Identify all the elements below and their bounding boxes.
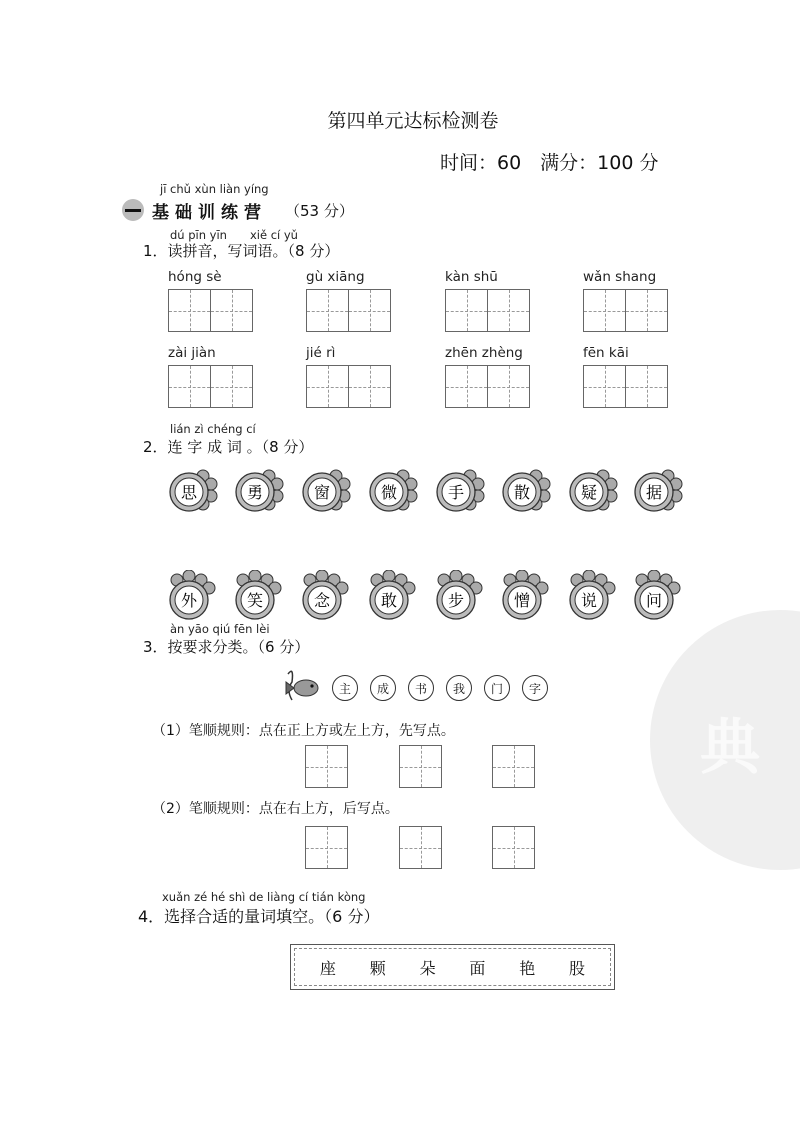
q2-pinyin: lián zì chéng cí	[170, 422, 256, 436]
q1-item-pinyin: kàn shū	[445, 269, 498, 285]
char-flower-circle[interactable]	[363, 462, 419, 518]
grid-cell[interactable]	[487, 365, 530, 408]
grid-cell[interactable]	[168, 289, 211, 332]
q3-char-circle[interactable]: 书	[408, 675, 434, 701]
flower-char-label: 勇	[246, 483, 264, 502]
char-flower-circle[interactable]	[363, 570, 419, 626]
char-flower-circle[interactable]	[163, 570, 219, 626]
measure-word: 艳	[519, 958, 536, 978]
q4-pinyin: xuǎn zé hé shì de liàng cí tián kòng	[162, 890, 366, 904]
q1-pinyin: dú pīn yīn xiě cí yǔ	[170, 228, 298, 242]
q1-item-pinyin: wǎn shang	[583, 269, 657, 285]
grid-cell[interactable]	[445, 289, 488, 332]
q1-answer-grid[interactable]	[583, 289, 668, 332]
char-flower-circle[interactable]	[430, 570, 486, 626]
flower-char-label: 说	[580, 591, 598, 610]
page-title: 第四单元达标检测卷	[327, 110, 499, 132]
char-flower-circle[interactable]	[296, 462, 352, 518]
q3-rule-1: （1）笔顺规则：点在正上方或左上方，先写点。	[152, 723, 455, 739]
grid-cell[interactable]	[583, 289, 626, 332]
q3-answer-grid[interactable]	[305, 826, 348, 869]
section-title: 基础训练营	[152, 203, 267, 223]
char-flower-circle[interactable]	[496, 462, 552, 518]
flower-char-label: 敢	[380, 591, 398, 610]
q4-text: 4．选择合适的量词填空。（6 分）	[138, 907, 380, 926]
grid-cell[interactable]	[492, 745, 535, 788]
measure-word-box	[290, 944, 615, 990]
q1-answer-grid[interactable]	[168, 365, 253, 408]
q3-rule-2: （2）笔顺规则：点在右上方，后写点。	[152, 801, 399, 817]
q1-item-pinyin: fēn kāi	[583, 345, 629, 361]
q1-answer-grid[interactable]	[583, 365, 668, 408]
grid-cell[interactable]	[305, 745, 348, 788]
q1-item-pinyin: hóng sè	[168, 269, 222, 285]
grid-cell[interactable]	[348, 365, 391, 408]
measure-word: 座	[319, 958, 336, 978]
flower-char-label: 步	[447, 591, 465, 610]
q1-item-pinyin: zài jiàn	[168, 345, 216, 361]
grid-cell[interactable]	[168, 365, 211, 408]
grid-cell[interactable]	[305, 826, 348, 869]
grid-cell[interactable]	[210, 365, 253, 408]
grid-cell[interactable]	[306, 365, 349, 408]
time-score-info: 时间：60 满分：100 分	[440, 152, 659, 174]
grid-cell[interactable]	[306, 289, 349, 332]
q3-char-circle[interactable]: 主	[332, 675, 358, 701]
q3-text: 3．按要求分类。（6 分）	[143, 638, 310, 656]
q1-item-pinyin: zhēn zhèng	[445, 345, 523, 361]
char-flower-circle[interactable]	[496, 570, 552, 626]
flower-char-label: 思	[180, 483, 198, 502]
q3-char-circle[interactable]: 门	[484, 675, 510, 701]
flower-char-label: 微	[380, 483, 398, 502]
grid-cell[interactable]	[492, 826, 535, 869]
grid-cell[interactable]	[487, 289, 530, 332]
q3-char-circle[interactable]: 字	[522, 675, 548, 701]
flower-char-label: 散	[513, 483, 531, 502]
grid-cell[interactable]	[399, 745, 442, 788]
q3-answer-grid[interactable]	[492, 745, 535, 788]
char-flower-circle[interactable]	[563, 570, 619, 626]
grid-cell[interactable]	[210, 289, 253, 332]
q3-answer-grid[interactable]	[305, 745, 348, 788]
grid-cell[interactable]	[399, 826, 442, 869]
flower-char-label: 窗	[313, 483, 331, 502]
grid-cell[interactable]	[625, 289, 668, 332]
watermark-text: 典	[700, 713, 760, 783]
measure-word: 朵	[419, 958, 436, 978]
char-flower-circle[interactable]	[296, 570, 352, 626]
char-flower-circle[interactable]	[628, 462, 684, 518]
q1-answer-grid[interactable]	[306, 289, 391, 332]
q1-item-pinyin: jié rì	[306, 345, 336, 361]
q1-answer-grid[interactable]	[306, 365, 391, 408]
flower-char-label: 手	[447, 483, 465, 502]
q3-pinyin: àn yāo qiú fēn lèi	[170, 622, 270, 636]
char-flower-circle[interactable]	[229, 570, 285, 626]
q1-answer-grid[interactable]	[445, 289, 530, 332]
char-flower-circle[interactable]	[163, 462, 219, 518]
grid-cell[interactable]	[583, 365, 626, 408]
q1-text: 1．读拼音，写词语。（8 分）	[143, 242, 340, 260]
q3-answer-grid[interactable]	[399, 745, 442, 788]
section-score: （53 分）	[285, 202, 354, 220]
section-pinyin: jī chǔ xùn liàn yíng	[160, 182, 269, 196]
q1-answer-grid[interactable]	[445, 365, 530, 408]
flower-char-label: 笑	[246, 591, 264, 610]
char-flower-circle[interactable]	[229, 462, 285, 518]
char-flower-circle[interactable]	[430, 462, 486, 518]
grid-cell[interactable]	[445, 365, 488, 408]
flower-char-label: 外	[180, 591, 198, 610]
flower-char-label: 念	[313, 591, 331, 610]
measure-word: 面	[469, 958, 486, 978]
q3-answer-grid[interactable]	[399, 826, 442, 869]
q2-text: 2．连 字 成 词 。（8 分）	[143, 438, 314, 456]
measure-word: 股	[569, 958, 586, 978]
q3-char-circle[interactable]: 成	[370, 675, 396, 701]
q3-answer-grid[interactable]	[492, 826, 535, 869]
section-number-icon	[122, 199, 144, 221]
char-flower-circle[interactable]	[628, 570, 684, 626]
q3-char-circle[interactable]: 我	[446, 675, 472, 701]
measure-word: 颗	[369, 958, 386, 978]
flower-char-label: 憎	[513, 591, 531, 610]
flower-char-label: 问	[645, 591, 663, 610]
grid-cell[interactable]	[348, 289, 391, 332]
grid-cell[interactable]	[625, 365, 668, 408]
flower-char-label: 据	[645, 483, 663, 502]
char-flower-circle[interactable]	[563, 462, 619, 518]
flower-char-label: 疑	[580, 483, 598, 502]
q1-item-pinyin: gù xiāng	[306, 269, 365, 285]
fish-illustration-icon	[282, 664, 324, 706]
q1-answer-grid[interactable]	[168, 289, 253, 332]
